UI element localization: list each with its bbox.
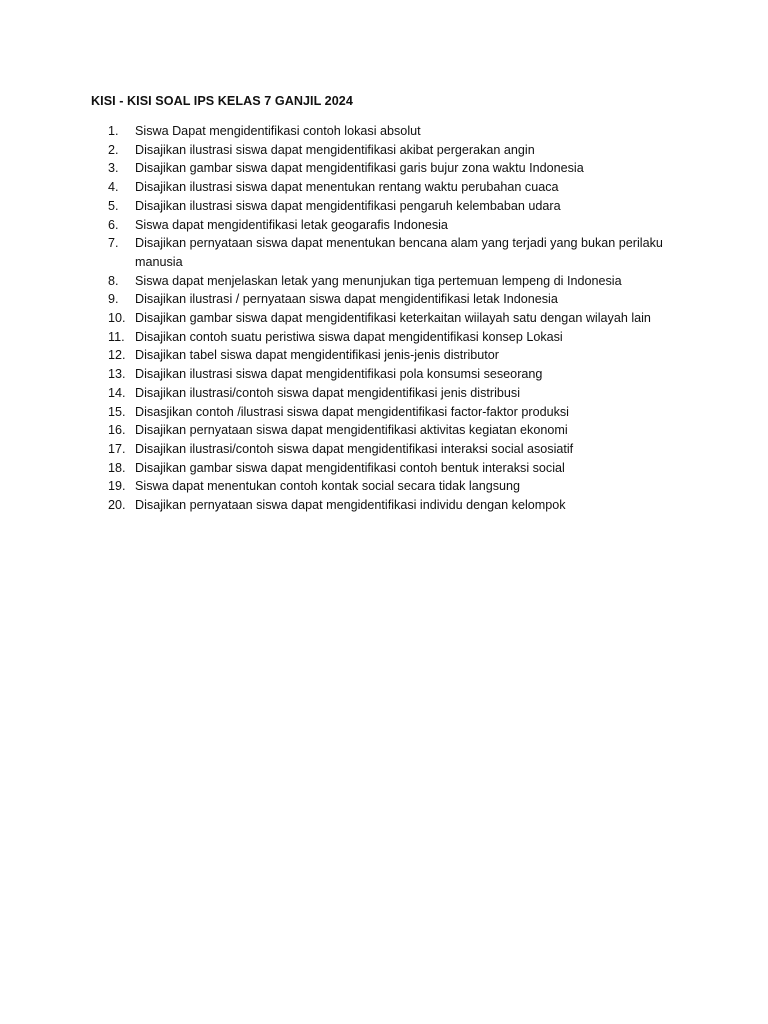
item-list bbox=[108, 122, 708, 515]
list-item-text: Siswa Dapat mengidentifikasi contoh lokasi absolut bbox=[135, 124, 421, 138]
list-item bbox=[108, 234, 708, 271]
list-item-number: 8. bbox=[108, 273, 119, 288]
list-item bbox=[108, 141, 708, 160]
list-item bbox=[108, 403, 708, 422]
list-item-text: Disasjikan contoh /ilustrasi siswa dapat mengidentifikasi factor-faktor produksi bbox=[135, 404, 569, 419]
list-item-text: Siswa dapat menjelaskan letak yang menunjukan tiga pertemuan lempeng di Indonesia bbox=[135, 273, 622, 288]
list-item-number: 2. bbox=[108, 142, 119, 157]
list-item-text: Disajikan ilustrasi siswa dapat mengidentifikasi pola konsumsi seseorang bbox=[135, 367, 543, 382]
list-item-number: 9. bbox=[108, 292, 119, 307]
list-item bbox=[108, 384, 708, 403]
list-item-number: 1. bbox=[108, 124, 119, 138]
list-item-text: Disajikan gambar siswa dapat mengidentifikasi keterkaitan wiilayah satu dengan wilayah lain bbox=[135, 311, 651, 326]
list-item bbox=[108, 290, 708, 309]
list-item-text: Disajikan ilustrasi siswa dapat mengidentifikasi akibat pergerakan angin bbox=[135, 142, 535, 157]
list-item bbox=[108, 178, 708, 197]
list-item bbox=[108, 159, 708, 178]
list-item-text: Disajikan contoh suatu peristiwa siswa dapat mengidentifikasi konsep Lokasi bbox=[135, 329, 563, 344]
list-item-number: 7. bbox=[108, 236, 119, 251]
list-item-number: 16. bbox=[108, 423, 126, 438]
list-item-number: 13. bbox=[108, 367, 126, 382]
list-item bbox=[108, 346, 708, 365]
list-item bbox=[108, 440, 708, 459]
list-item bbox=[108, 328, 708, 347]
list-item bbox=[108, 421, 708, 440]
list-item-number: 19. bbox=[108, 479, 126, 494]
list-item-number: 3. bbox=[108, 161, 119, 176]
list-item-text: Disajikan pernyataan siswa dapat mengidentifikasi individu dengan kelompok bbox=[135, 498, 566, 513]
document-title: KISI - KISI SOAL IPS KELAS 7 GANJIL 2024 bbox=[91, 94, 353, 108]
list-item-text: Disajikan ilustrasi/contoh siswa dapat mengidentifikasi interaksi social asosiatif bbox=[135, 441, 574, 456]
list-item bbox=[108, 216, 708, 235]
list-item-number: 14. bbox=[108, 385, 126, 400]
list-item bbox=[108, 496, 708, 515]
list-item-number: 17. bbox=[108, 441, 126, 456]
list-item-number: 6. bbox=[108, 217, 119, 232]
list-item-text: Disajikan gambar siswa dapat mengidentifikasi contoh bentuk interaksi social bbox=[135, 460, 565, 475]
list-item bbox=[108, 459, 708, 478]
list-item-text: Disajikan ilustrasi/contoh siswa dapat mengidentifikasi jenis distribusi bbox=[135, 385, 520, 400]
list-item bbox=[108, 272, 708, 291]
list-item bbox=[108, 197, 708, 216]
list-item-number: 10. bbox=[108, 311, 126, 326]
list-item-text: Disajikan gambar siswa dapat mengidentifikasi garis bujur zona waktu Indonesia bbox=[135, 161, 584, 176]
list-item-text: Disajikan ilustrasi siswa dapat mengidentifikasi pengaruh kelembaban udara bbox=[135, 198, 561, 213]
list-item bbox=[108, 309, 708, 328]
list-item-number: 20. bbox=[108, 498, 126, 513]
list-item-text: Disajikan ilustrasi / pernyataan siswa dapat mengidentifikasi letak Indonesia bbox=[135, 292, 558, 307]
list-item-text: Disajikan ilustrasi siswa dapat menentukan rentang waktu perubahan cuaca bbox=[135, 180, 559, 195]
list-item bbox=[108, 477, 708, 496]
list-item-number: 18. bbox=[108, 460, 126, 475]
list-item-text: Disajikan pernyataan siswa dapat mengidentifikasi aktivitas kegiatan ekonomi bbox=[135, 423, 568, 438]
list-item-text: Disajikan tabel siswa dapat mengidentifikasi jenis-jenis distributor bbox=[135, 348, 499, 363]
list-item bbox=[108, 365, 708, 384]
list-item-number: 5. bbox=[108, 198, 119, 213]
list-item-number: 12. bbox=[108, 348, 126, 363]
list-item-text: Siswa dapat mengidentifikasi letak geogarafis Indonesia bbox=[135, 217, 448, 232]
list-item bbox=[108, 122, 708, 141]
list-item-number: 4. bbox=[108, 180, 119, 195]
list-item-number: 15. bbox=[108, 404, 126, 419]
list-item-text: Disajikan pernyataan siswa dapat menentukan bencana alam yang terjadi yang bukan perilaku manusia bbox=[135, 236, 663, 269]
list-item-number: 11. bbox=[108, 329, 125, 344]
list-item-text: Siswa dapat menentukan contoh kontak social secara tidak langsung bbox=[135, 479, 521, 494]
